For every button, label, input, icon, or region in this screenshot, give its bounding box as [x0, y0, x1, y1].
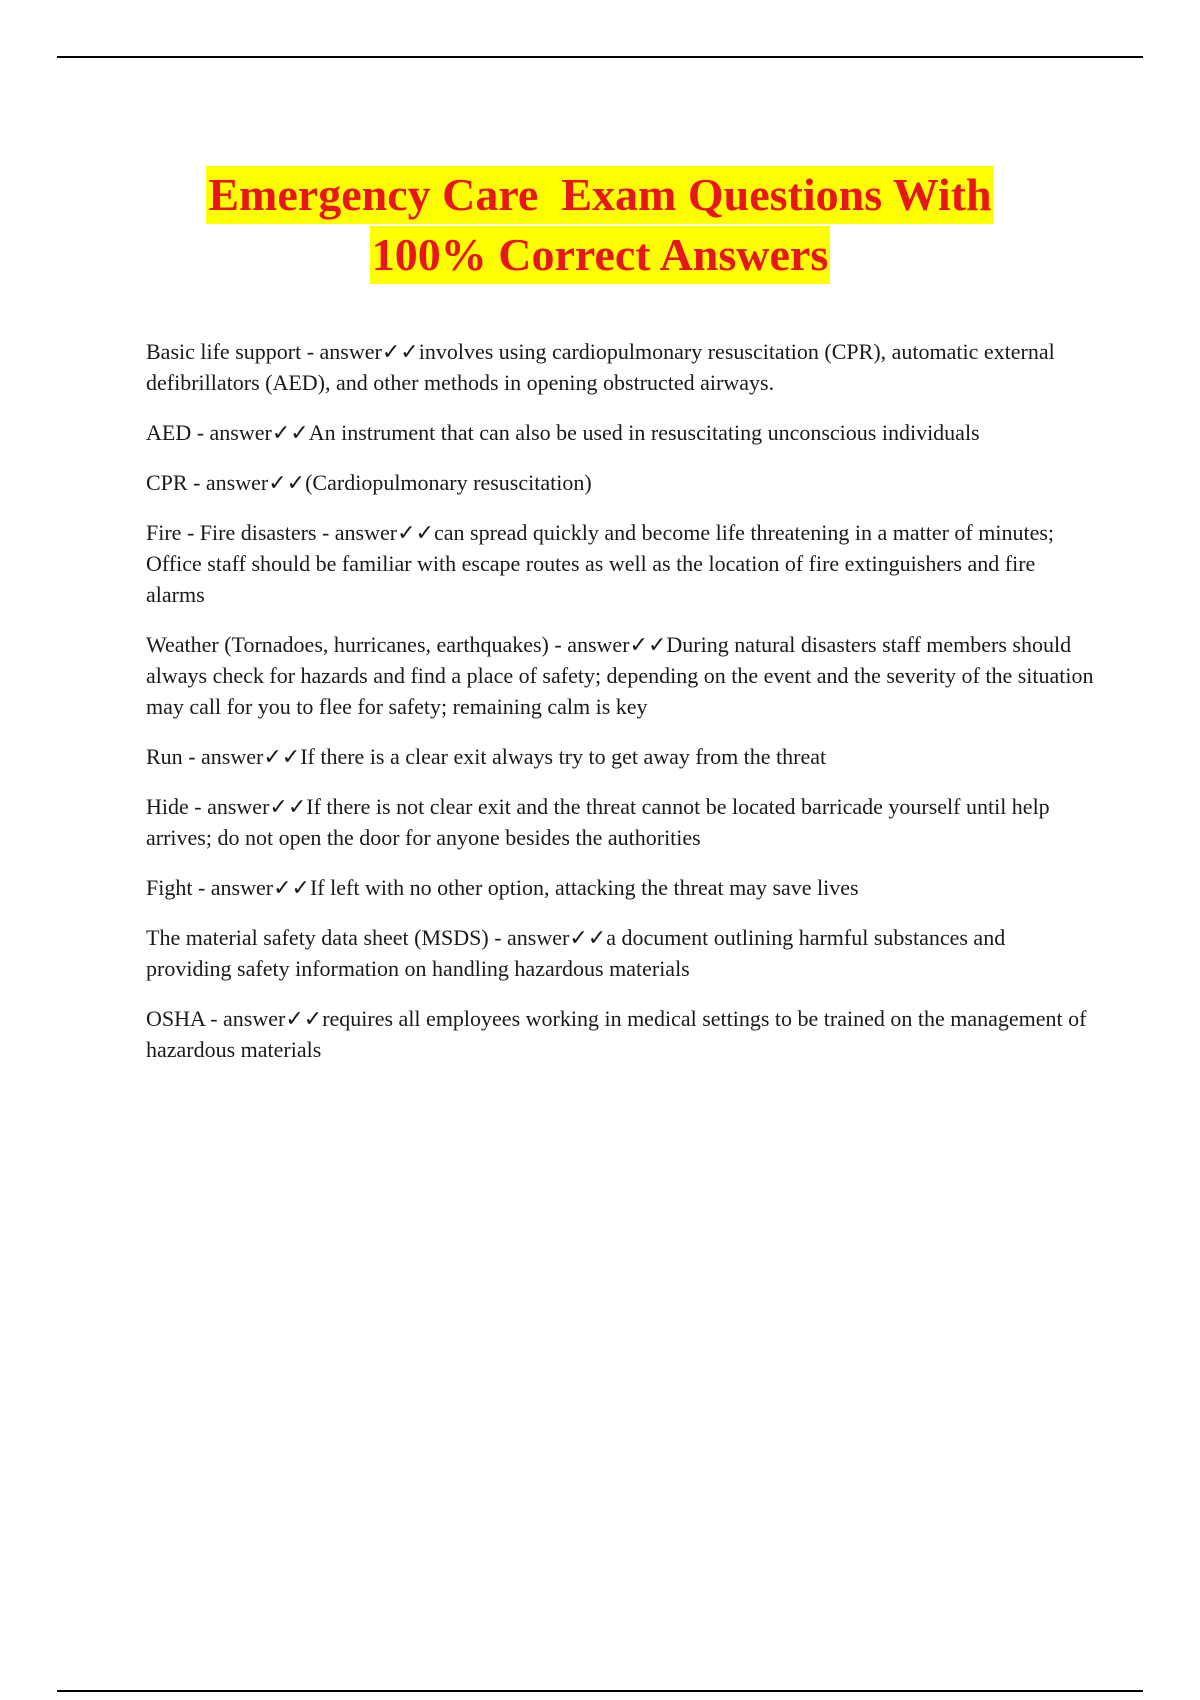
check-icon: ✓✓ [381, 339, 419, 364]
qa-separator: - answer [182, 744, 264, 769]
qa-separator: - answer [488, 925, 570, 950]
check-icon: ✓✓ [397, 520, 434, 545]
check-icon: ✓✓ [273, 875, 310, 900]
qa-answer: An instrument that can also be used in resuscitating unconscious individuals [308, 420, 980, 445]
qa-separator: - answer [301, 339, 382, 364]
qa-item-aed [146, 417, 1096, 448]
document-title [0, 166, 1200, 284]
qa-item-run [146, 741, 1096, 772]
title-line-2: 100% Correct Answers [370, 226, 831, 284]
qa-item-osha [146, 1003, 1096, 1065]
qa-term: Run [146, 744, 183, 769]
qa-answer: (Cardiopulmonary resuscitation) [305, 470, 592, 495]
check-icon: ✓✓ [263, 744, 301, 769]
qa-item-fight [146, 872, 1096, 903]
qa-answer: During natural disasters staff members should always check for hazards and find a place of safety; depending on the event and the severity of the situation may call for you to flee for safety; remaining calm is key [146, 632, 1099, 719]
qa-answer: If there is a clear exit always try to get away from the threat [300, 744, 827, 769]
qa-separator: - answer [191, 420, 272, 445]
qa-term: Weather (Tornadoes, hurricanes, earthquakes) [146, 632, 549, 657]
qa-item-basic-life-support [146, 336, 1096, 398]
qa-answer: If there is not clear exit and the threat cannot be located barricade yourself until help arrives; do not open the door for anyone besides the authorities [146, 794, 1056, 850]
bottom-rule [57, 1690, 1143, 1692]
qa-term: Hide [146, 794, 189, 819]
check-icon: ✓✓ [268, 470, 306, 495]
check-icon: ✓✓ [269, 794, 307, 819]
top-rule [57, 56, 1143, 58]
qa-term: Fight [146, 875, 193, 900]
qa-answer: requires all employees working in medical settings to be trained on the management of hazardous materials [146, 1006, 1092, 1062]
qa-answer: involves using cardiopulmonary resuscitation (CPR), automatic external defibrillators (AED), and other methods in opening obstructed airways. [146, 339, 1061, 395]
qa-term: Basic life support [146, 339, 302, 364]
qa-item-hide [146, 791, 1096, 853]
qa-term: CPR [146, 470, 188, 495]
qa-separator: - answer [187, 470, 269, 495]
qa-separator: - answer [204, 1006, 286, 1031]
qa-item-msds [146, 922, 1096, 984]
qa-item-fire [146, 517, 1096, 610]
qa-separator: - answer [548, 632, 630, 657]
qa-term: OSHA [146, 1006, 205, 1031]
check-icon: ✓✓ [569, 925, 607, 950]
qa-term: The material safety data sheet (MSDS) [146, 925, 489, 950]
qa-item-weather [146, 629, 1099, 722]
check-icon: ✓✓ [285, 1006, 323, 1031]
qa-term: Fire - Fire disasters [146, 520, 317, 545]
qa-term: AED [146, 420, 192, 445]
qa-answer: a document outlining harmful substances and providing safety information on handling hazardous materials [146, 925, 1011, 981]
qa-answer: If left with no other option, attacking the threat may save lives [309, 875, 859, 900]
qa-answer: can spread quickly and become life threatening in a matter of minutes; Office staff should be familiar with escape routes as well as the location of fire extinguishers and fire alarms [146, 520, 1060, 607]
qa-separator: - answer [188, 794, 270, 819]
qa-list [146, 336, 1099, 1084]
qa-separator: - answer [192, 875, 274, 900]
title-line-1: Emergency Care Exam Questions With [206, 166, 993, 224]
qa-item-cpr [146, 467, 1096, 498]
check-icon: ✓✓ [271, 420, 309, 445]
check-icon: ✓✓ [629, 632, 667, 657]
qa-separator: - answer [316, 520, 398, 545]
